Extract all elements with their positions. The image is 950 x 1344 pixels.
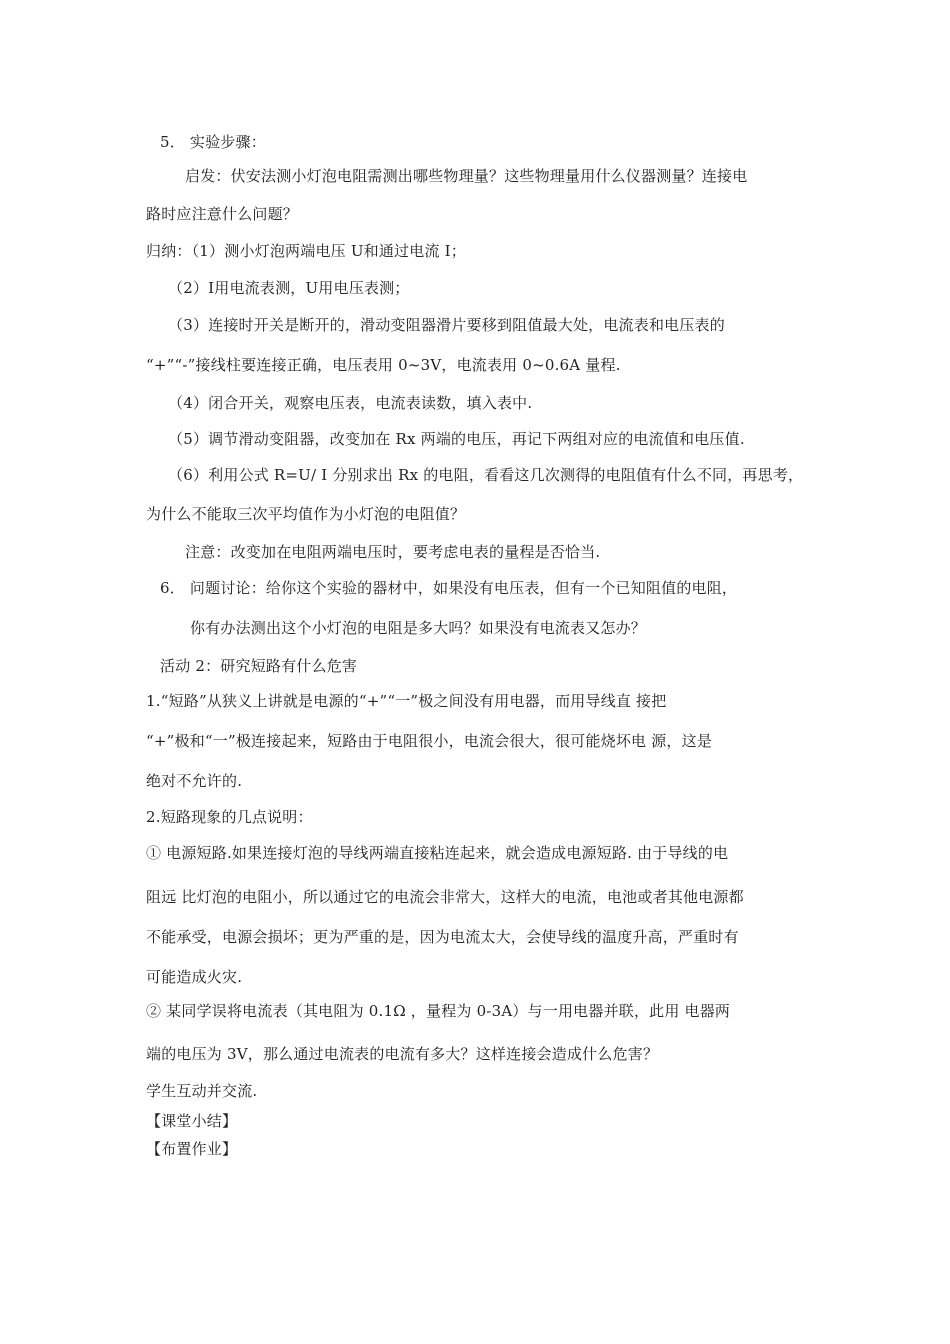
summary-item-4: （4）闭合开关，观察电压表，电流表读数，填入表中.: [168, 394, 533, 412]
activity2-p2a-line3: 不能承受，电源会损坏；更为严重的是，因为电流太大，会使导线的温度升高，严重时有: [146, 928, 739, 946]
step5-inspire-line2: 路时应注意什么问题？: [146, 205, 299, 223]
step6-line1: 6． 问题讨论：给你这个实验的器材中，如果没有电压表，但有一个已知阻值的电阻，: [160, 579, 738, 597]
activity2-p2b-line1: ② 某同学误将电流表（其电阻为 0.1Ω ，量程为 0-3A）与一用电器并联，此用 电器两: [146, 1002, 731, 1020]
step5-note: 注意：改变加在电阻两端电压时，要考虑电表的量程是否恰当.: [185, 543, 601, 561]
activity2-p2a-line2: 阻远 比灯泡的电阻小，所以通过它的电流会非常大，这样大的电流，电池或者其他电源都: [146, 888, 744, 906]
class-summary-heading: 【课堂小结】: [146, 1112, 238, 1130]
summary-item-6-line1: （6）利用公式 R=U/ I 分别求出 Rx 的电阻，看看这几次测得的电阻值有什么不同，再思考，: [168, 466, 804, 484]
step6-line2: 你有办法测出这个小灯泡的电阻是多大吗？如果没有电流表又怎办？: [190, 619, 647, 637]
activity2-p2-title: 2.短路现象的几点说明：: [146, 808, 313, 826]
activity2-p1-line1: 1.“短路”从狭义上讲就是电源的“+”“一”极之间没有用电器，而用导线直 接把: [146, 692, 667, 710]
step5-title: 5． 实验步骤：: [160, 133, 266, 151]
summary-item-3-line1: （3）连接时开关是断开的，滑动变阻器滑片要移到阻值最大处，电流表和电压表的: [168, 316, 725, 334]
summary-item-6-line2: 为什么不能取三次平均值作为小灯泡的电阻值？: [146, 505, 466, 523]
step5-inspire-line1: 启发：伏安法测小灯泡电阻需测出哪些物理量？这些物理量用什么仪器测量？连接电: [185, 167, 748, 185]
summary-item-1: 归纳：（1）测小灯泡两端电压 U和通过电流 I；: [146, 242, 466, 260]
activity2-p1-line3: 绝对不允许的.: [146, 772, 243, 790]
homework-heading: 【布置作业】: [146, 1140, 238, 1158]
activity2-p2b-line2: 端的电压为 3V，那么通过电流表的电流有多大？这样连接会造成什么危害？: [146, 1045, 659, 1063]
student-exchange: 学生互动并交流.: [146, 1082, 258, 1100]
summary-item-3-line2: “+”“-”接线柱要连接正确，电压表用 0~3V，电流表用 0~0.6A 量程.: [146, 356, 621, 374]
activity2-title: 活动 2：研究短路有什么危害: [160, 657, 358, 675]
summary-item-2: （2）I用电流表测，U用电压表测；: [168, 279, 410, 297]
summary-item-5: （5）调节滑动变阻器，改变加在 Rx 两端的电压，再记下两组对应的电流值和电压值.: [168, 430, 745, 448]
activity2-p2a-line1: ① 电源短路.如果连接灯泡的导线两端直接粘连起来，就会造成电源短路. 由于导线的电: [146, 844, 729, 862]
activity2-p2a-line4: 可能造成火灾.: [146, 968, 243, 986]
activity2-p1-line2: “+”极和“一”极连接起来，短路由于电阻很小，电流会很大，很可能烧坏电 源，这是: [146, 732, 713, 750]
